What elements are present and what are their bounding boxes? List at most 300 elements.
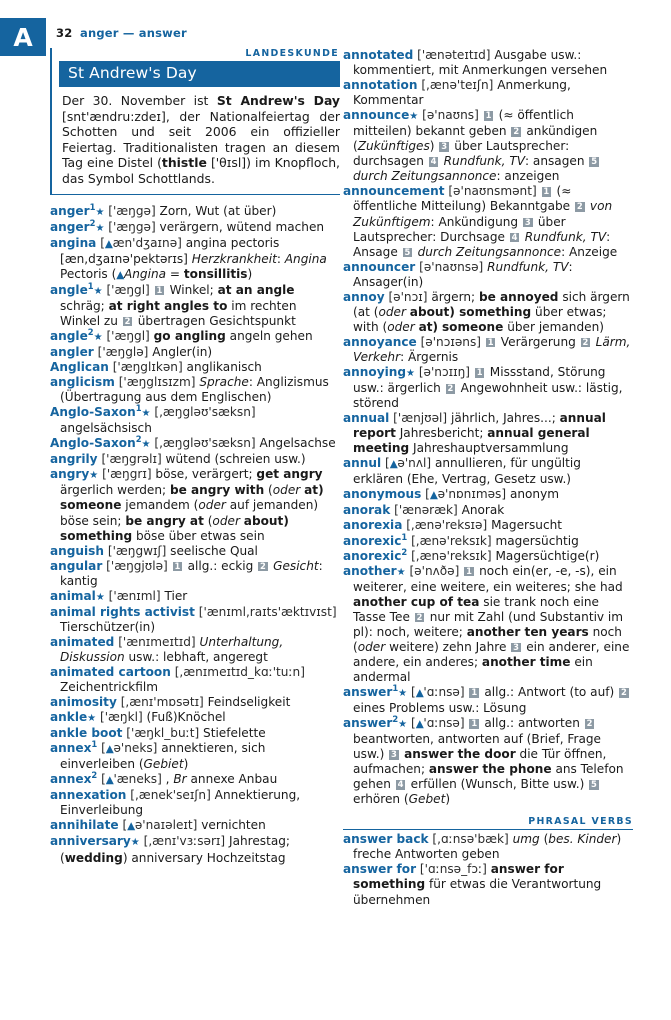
dictionary-entry[interactable] xyxy=(50,326,340,345)
example-phrase: another ten years xyxy=(466,624,589,639)
entry-body: (Fuß)Knöchel xyxy=(146,710,226,725)
pronunciation-warning-icon: ▲ xyxy=(127,820,135,833)
dictionary-entry[interactable] xyxy=(50,452,340,467)
entry-body: Jahrestag; (wedding) anniversary Hochzeitstag xyxy=(60,834,290,865)
example-phrase: at right angles to xyxy=(108,298,228,313)
headword[interactable]: answer back xyxy=(343,832,429,847)
infobox-title: St Andrew's Day xyxy=(59,61,340,87)
dictionary-entry[interactable] xyxy=(50,375,340,405)
headword[interactable]: animated cartoon xyxy=(50,664,171,679)
dictionary-entry[interactable] xyxy=(343,716,633,807)
pronunciation: ['æŋgwɪʃ] xyxy=(107,543,167,558)
entry-body: magersüchtig xyxy=(495,533,579,548)
pronunciation-warning-icon: ▲ xyxy=(415,718,424,731)
example-phrase: annual general meeting xyxy=(353,426,590,456)
pronunciation: ['æŋglə] xyxy=(97,344,149,359)
example-phrase: tonsillitis xyxy=(183,266,248,281)
usage-label: oder xyxy=(378,304,406,319)
example-phrase: be annoyed xyxy=(478,289,559,304)
usage-label: oder xyxy=(272,483,301,498)
pronunciation: ['æŋgrəlɪ] xyxy=(101,452,162,467)
headword[interactable]: anger$^1$ xyxy=(50,201,96,218)
infobox-keyword: St Andrew's Day xyxy=(216,93,340,108)
headword[interactable]: Anglo-Saxon$^1$ xyxy=(50,403,142,420)
sense-number: 3 xyxy=(441,141,448,152)
usage-label: umg xyxy=(512,832,540,847)
example-phrase: about) something xyxy=(409,304,532,319)
page-header xyxy=(0,0,671,52)
entry-body: answer for something für etwas die Verantwortung übernehmen xyxy=(353,862,602,907)
pronunciation: [,æŋgləʊ'sæksn] xyxy=(154,436,256,451)
pronunciation: [▲ə'naɪəleɪt] xyxy=(122,818,198,833)
example-phrase: another time xyxy=(481,654,571,669)
usage-label: Gebiet xyxy=(143,757,184,772)
headword[interactable]: another xyxy=(343,563,397,578)
pronunciation: ['ænɪmeɪtɪd] xyxy=(118,634,196,649)
headword[interactable]: anorexic$^1$ xyxy=(343,531,408,548)
example-phrase: go angling xyxy=(153,328,226,343)
sense-number: 2 xyxy=(620,686,627,697)
headword[interactable]: anger$^2$ xyxy=(50,217,96,234)
headword[interactable]: annoy xyxy=(343,289,385,304)
pronunciation-warning-icon: ▲ xyxy=(105,743,114,756)
letter-tab-a: A xyxy=(0,18,46,56)
entry-body: 1 Verärgerung 2 Lärm, Verkehr: Ärgernis xyxy=(353,334,631,364)
homograph-number: 1 xyxy=(91,739,98,750)
sense-number: 4 xyxy=(511,231,518,242)
dictionary-entry[interactable] xyxy=(50,559,340,589)
headword[interactable]: annul xyxy=(343,456,382,471)
example-phrase: answer the phone xyxy=(428,762,552,777)
entry-body: 1 Winkel; at an angle schräg; at right angles to im rechten Winkel zu 2 übertragen Gesichtspunkt xyxy=(60,282,297,328)
phrasal-verbs-heading: PHRASAL VERBS xyxy=(528,816,633,828)
entry-body: , Br annexe Anbau xyxy=(165,772,278,787)
dictionary-entry[interactable] xyxy=(343,411,633,456)
pronunciation: [,ænɪ'vɜːsərɪ] xyxy=(143,834,226,849)
frequency-star-icon: ★ xyxy=(95,206,105,218)
sense-number: 2 xyxy=(513,126,520,137)
dictionary-entry[interactable] xyxy=(343,108,633,184)
example-phrase: annual report xyxy=(353,411,606,441)
frequency-star-icon: ★ xyxy=(409,111,419,123)
usage-label: oder xyxy=(212,513,240,528)
pronunciation: ['æŋgə] xyxy=(108,203,156,218)
frequency-star-icon: ★ xyxy=(141,439,151,451)
frequency-star-icon: ★ xyxy=(405,367,415,379)
dictionary-entry[interactable] xyxy=(343,546,633,564)
headword[interactable]: angry xyxy=(50,467,90,482)
entry-body: 1 allg.: eckig 2 Gesicht: kantig xyxy=(60,558,323,588)
entry-body: jährlich, Jahres...; annual report Jahresbericht; annual general meeting Jahreshauptversammlung xyxy=(353,411,606,456)
sense-number: 1 xyxy=(487,336,494,347)
dictionary-entry[interactable] xyxy=(343,531,633,549)
entry-body: Angelsachse xyxy=(259,436,336,451)
entry-body: Stiefelette xyxy=(203,726,266,741)
pronunciation-warning-icon: ▲ xyxy=(104,237,113,250)
homograph-number: 2 xyxy=(135,434,142,445)
dictionary-entry[interactable] xyxy=(50,544,340,559)
sense-number: 1 xyxy=(476,366,483,377)
homograph-number: 2 xyxy=(392,714,399,725)
entry-body: böse, verärgert; get angry ärgerlich werden; be angry with (oder at) someone jemandem (oder auf jemanden) böse sein; be angry at (oder about) something böse über etwas sein xyxy=(60,467,324,543)
entry-body: wütend (schreien usw.) xyxy=(165,452,306,467)
pronunciation: [,ænə'reksɪk] xyxy=(411,548,492,563)
dictionary-entry[interactable] xyxy=(50,217,340,236)
dictionary-entry[interactable] xyxy=(50,360,340,375)
example-phrase: answer the door xyxy=(404,747,516,762)
example-phrase: someone xyxy=(60,498,122,513)
sense-number: 4 xyxy=(430,156,437,167)
pronunciation: [,ænɪ'mɒsətɪ] xyxy=(120,695,204,710)
headword[interactable]: anorexia xyxy=(343,518,403,533)
sense-number: 2 xyxy=(582,336,589,347)
usage-label: oder xyxy=(198,498,226,513)
dictionary-entry[interactable] xyxy=(343,518,633,533)
usage-label: Gebet xyxy=(408,792,446,807)
usage-label: Rundfunk, TV xyxy=(443,154,526,169)
homograph-number: 1 xyxy=(87,280,94,291)
headword[interactable]: announcement xyxy=(343,184,445,199)
pronunciation: [ə'naʊnsə] xyxy=(419,259,484,274)
dictionary-entry[interactable] xyxy=(50,834,340,865)
headword[interactable]: ankle xyxy=(50,710,88,725)
pronunciation: [▲'ɑːnsə] xyxy=(410,716,465,731)
sense-number: 3 xyxy=(391,749,397,760)
pronunciation: ['æŋkl_buːt] xyxy=(126,726,200,741)
entry-body: seelische Qual xyxy=(170,543,258,558)
pronunciation-warning-icon: ▲ xyxy=(389,458,398,471)
sense-number: 5 xyxy=(591,779,597,790)
entry-body: Tierschützer(in) xyxy=(60,619,156,634)
example-phrase: at) xyxy=(304,483,324,498)
entry-body: Rundfunk, TV: Ansager(in) xyxy=(353,259,573,289)
entry-body: umg (bes. Kinder) freche Antworten geben xyxy=(353,832,622,862)
example-phrase: get angry xyxy=(256,467,323,482)
dictionary-entry[interactable] xyxy=(50,710,340,726)
headword[interactable]: angina xyxy=(50,235,97,250)
example-phrase: be angry with xyxy=(169,483,265,498)
sense-number: 3 xyxy=(524,216,531,227)
dictionary-entry[interactable] xyxy=(50,665,340,695)
entry-body: Unterhaltung, Diskussion usw.: lebhaft, angeregt xyxy=(60,634,284,664)
dictionary-entry[interactable] xyxy=(343,335,633,365)
entry-body: Ausgabe usw.: kommentiert, mit Anmerkungen versehen xyxy=(353,48,608,78)
pronunciation-warning-icon: ▲ xyxy=(105,774,114,787)
infobox-body: Der 30. November ist St Andrew's Day [snt'ændru:zdeɪ], der Nationalfeiertag der Schotten und seit 2006 ein offizieller Feiertag. Traditionalisten tragen an diesem Tag eine Distel (thistle ['θɪsl]) im Knopfloch, das Symbol Schottlands. xyxy=(62,93,340,186)
sense-number: 2 xyxy=(576,201,583,212)
entry-body: Zorn, Wut (at über) xyxy=(159,203,277,218)
pronunciation: [,ænek'seɪʃn] xyxy=(130,788,211,803)
usage-label: von Zukünftigem xyxy=(353,199,613,229)
entry-body: Zeichentrickfilm xyxy=(60,680,158,695)
entry-body: Magersüchtige(r) xyxy=(495,548,600,563)
frequency-star-icon: ★ xyxy=(93,331,103,343)
pronunciation: [▲æn'dʒaɪnə] xyxy=(100,235,182,250)
infobox-keyword: thistle xyxy=(161,155,207,171)
headword[interactable]: animated xyxy=(50,634,115,649)
entry-body: 1 allg.: antworten 2 beantworten, antworten auf (Brief, Frage usw.) 3 answer the door die Tür öffnen, aufmachen; answer the phone ans Telefon gehen 4 erfüllen (Wunsch, Bitte usw.) 5 erhören (Gebet) xyxy=(353,716,624,807)
dictionary-entry[interactable] xyxy=(343,862,633,907)
pronunciation: ['æŋgl] xyxy=(106,328,150,343)
pronunciation-warning-icon: ▲ xyxy=(116,268,124,281)
usage-label: oder xyxy=(357,639,386,654)
left-column xyxy=(50,48,340,866)
dictionary-entry[interactable] xyxy=(50,345,340,360)
sense-number: 5 xyxy=(404,246,411,257)
entry-list-right xyxy=(343,48,633,807)
usage-label: Gesicht xyxy=(273,558,319,573)
sense-number: 4 xyxy=(397,779,404,790)
entry-body: annektieren, sich einverleiben (Gebiet) xyxy=(60,741,266,772)
entry-body: 1 noch ein(er, -e, -s), ein weiterer, eine weitere, ein weiteres; she had another cup of tea sie trank noch eine Tasse Tee 2 nur mit Zahl (und Substantiv im pl): noch, weitere; another ten years noch (oder weitere) zehn Jahre 3 ein anderer, eine andere, ein anderes; another time ein andermal xyxy=(353,563,630,684)
dictionary-entry[interactable] xyxy=(343,78,633,108)
pronunciation: ['æŋglɪkən] xyxy=(112,360,183,375)
example-phrase: wedding xyxy=(64,850,123,865)
headword[interactable]: anorexic$^2$ xyxy=(343,546,408,563)
dictionary-entry[interactable] xyxy=(50,772,340,788)
headword[interactable]: Anglican xyxy=(50,360,109,375)
pronunciation: [ə'nɔɪ] xyxy=(388,289,428,304)
entry-body: Magersucht xyxy=(491,518,563,533)
entry-body: Angler(in) xyxy=(152,344,213,359)
dictionary-entry[interactable] xyxy=(50,695,340,710)
entry-body: go angling angeln gehen xyxy=(153,328,313,343)
sense-number: 1 xyxy=(466,565,472,576)
frequency-star-icon: ★ xyxy=(398,719,408,731)
sense-number: 2 xyxy=(586,718,593,729)
pronunciation: ['æŋgrɪ] xyxy=(102,467,152,482)
headword[interactable]: animal rights activist xyxy=(50,604,195,619)
pronunciation: ['ɑːnsə_fɔː] xyxy=(419,862,487,877)
dictionary-entry[interactable] xyxy=(50,467,340,543)
dictionary-entry[interactable] xyxy=(343,682,633,716)
pronunciation: [▲'ɑːnsə] xyxy=(410,684,465,699)
infobox-bottom-rule xyxy=(50,194,341,195)
headword[interactable]: angular xyxy=(50,558,103,573)
entry-body: verärgern, wütend machen xyxy=(159,219,325,234)
pronunciation: ['ænɪml] xyxy=(108,588,161,603)
headword[interactable]: answer$^1$ xyxy=(343,682,399,699)
dictionary-entry[interactable] xyxy=(50,280,340,329)
entry-body: 1 (≈ öffentlich mitteilen) bekannt geben 2 ankündigen (Zukünftiges) 3 über Lautsprecher: durchsagen 4 Rundfunk, TV: ansagen 5 durch Zeitungsannonce: anzeigen xyxy=(353,108,598,184)
headword[interactable]: angle$^1$ xyxy=(50,280,94,297)
usage-label: Br xyxy=(173,772,187,787)
headword[interactable]: anguish xyxy=(50,543,104,558)
headword[interactable]: annual xyxy=(343,411,390,426)
dictionary-entry[interactable] xyxy=(343,487,633,503)
frequency-star-icon: ★ xyxy=(95,222,105,234)
sense-number: 1 xyxy=(156,284,163,295)
entry-body: ärgern; be annoyed sich ärgern (at (oder about) something über etwas; with (oder at) someone über jemanden) xyxy=(353,289,630,334)
entry-body: Anorak xyxy=(461,503,505,518)
culture-infobox xyxy=(50,48,340,195)
usage-label: durch Zeitungsannonce xyxy=(353,169,497,184)
headword[interactable]: annexation xyxy=(50,788,127,803)
pronunciation: ['ænjʊəl] xyxy=(393,411,448,426)
headword[interactable]: angle$^2$ xyxy=(50,326,94,343)
example-phrase: another cup of tea xyxy=(353,594,480,609)
phrasal-verb-list xyxy=(343,832,633,907)
infobox-category-label: LANDESKUNDE xyxy=(245,48,339,59)
headword[interactable]: announcer xyxy=(343,259,416,274)
pronunciation-warning-icon: ▲ xyxy=(415,686,424,699)
usage-label: durch Zeitungsannonce xyxy=(417,244,562,259)
headword[interactable]: annotated xyxy=(343,48,414,62)
headword[interactable]: angler xyxy=(50,344,94,359)
headword[interactable]: anorak xyxy=(343,503,391,518)
pronunciation: ['ænəræk] xyxy=(394,503,458,518)
pronunciation: [ə'naʊnsmənt] xyxy=(448,184,537,199)
headword[interactable]: annex$^1$ xyxy=(50,739,98,756)
page-number: 32 xyxy=(56,26,73,40)
headword[interactable]: annotation xyxy=(343,78,418,93)
headword[interactable]: annihilate xyxy=(50,818,119,833)
pronunciation: ['ænəteɪtɪd] xyxy=(417,48,491,62)
sense-number: 2 xyxy=(124,315,131,326)
frequency-star-icon: ★ xyxy=(398,687,408,699)
dictionary-entry[interactable] xyxy=(50,436,340,452)
right-column xyxy=(343,48,633,908)
dictionary-entry[interactable] xyxy=(343,184,633,259)
entry-body: annullieren, für ungültig erklären (Ehe, Vertrag, Gesetz usw.) xyxy=(353,456,581,487)
sense-number: 1 xyxy=(485,110,492,121)
sense-number: 2 xyxy=(260,560,266,571)
entry-body: anglikanisch xyxy=(186,360,262,375)
usage-label: Lärm, Verkehr xyxy=(353,334,631,364)
running-head: anger — answer xyxy=(80,26,187,40)
frequency-star-icon: ★ xyxy=(130,837,140,849)
pronunciation: [,ænə'reksɪk] xyxy=(411,533,492,548)
entry-body: vernichten xyxy=(201,818,266,833)
headword[interactable]: annoying xyxy=(343,364,406,379)
headword[interactable]: anonymous xyxy=(343,487,422,502)
example-phrase: at an angle xyxy=(217,282,295,297)
dictionary-entry[interactable] xyxy=(50,405,340,436)
example-phrase: about) something xyxy=(60,513,289,543)
pronunciation: [▲'æneks] xyxy=(101,772,162,787)
pronunciation: [ə'nɔɪəns] xyxy=(420,334,481,349)
example-phrase: at) xyxy=(418,319,439,334)
entry-body: 1 Missstand, Störung usw.: ärgerlich 2 Angewohnheit usw.: lästig, störend xyxy=(353,364,623,411)
headword[interactable]: answer for xyxy=(343,862,417,877)
example-phrase: someone xyxy=(441,319,504,334)
usage-label: bes. Kinder xyxy=(548,832,617,847)
dictionary-entry[interactable] xyxy=(50,741,340,772)
sense-number: 1 xyxy=(543,186,550,197)
entry-body: Annektierung, Einverleibung xyxy=(60,788,301,818)
pronunciation: ['æŋgl] xyxy=(106,282,150,297)
sense-number: 1 xyxy=(471,686,478,697)
pronunciation: ['æŋglɪsɪzm] xyxy=(118,375,196,390)
dictionary-entry[interactable] xyxy=(343,365,633,411)
usage-label: Unterhaltung, Diskussion xyxy=(60,634,284,664)
dictionary-entry[interactable] xyxy=(343,48,633,78)
pronunciation: [ə'nɔɪɪŋ] xyxy=(418,364,470,379)
homograph-number: 1 xyxy=(135,403,142,414)
homograph-number: 2 xyxy=(89,217,96,228)
frequency-star-icon: ★ xyxy=(141,408,151,420)
dictionary-entry[interactable] xyxy=(50,635,340,665)
headword[interactable]: announce xyxy=(343,108,410,123)
pronunciation: [▲ə'nʌl] xyxy=(385,456,432,471)
entry-body: 1 allg.: Antwort (to auf) 2 eines Problems usw.: Lösung xyxy=(353,684,627,716)
frequency-star-icon: ★ xyxy=(87,713,97,725)
pronunciation: [,ænə'reksɪə] xyxy=(406,518,488,533)
sense-number: 2 xyxy=(416,611,423,622)
entry-body: Feindseligkeit xyxy=(207,695,291,710)
usage-label: Zukünftiges xyxy=(357,139,430,154)
sense-number: 2 xyxy=(447,383,454,394)
dictionary-entry[interactable] xyxy=(343,260,633,290)
dictionary-entry[interactable] xyxy=(343,564,633,685)
usage-label: Angina xyxy=(284,251,327,266)
dictionary-entry[interactable] xyxy=(50,236,340,283)
pronunciation: [,ɑːnsə'bæk] xyxy=(432,832,509,847)
headword[interactable]: ankle boot xyxy=(50,726,123,741)
homograph-number: 2 xyxy=(401,546,408,557)
example-phrase: answer for something xyxy=(353,862,564,892)
homograph-number: 2 xyxy=(87,326,94,337)
entry-body: Sprache: Anglizismus (Übertragung aus dem Englischen) xyxy=(60,375,329,405)
dictionary-entry[interactable] xyxy=(50,818,340,834)
pronunciation: ['æŋgə] xyxy=(108,219,156,234)
dictionary-entry[interactable] xyxy=(50,605,340,635)
headword[interactable]: annoyance xyxy=(343,334,417,349)
frequency-star-icon: ★ xyxy=(396,566,406,578)
entry-body: angina pectoris [æn,dʒaɪnə'pektərɪs] Herzkrankheit: Angina Pectoris (▲Angina = tonsillitis) xyxy=(60,235,327,281)
usage-label: Sprache xyxy=(199,375,249,390)
headword[interactable]: Anglo-Saxon$^2$ xyxy=(50,434,142,451)
homograph-number: 2 xyxy=(91,770,98,781)
dictionary-entry[interactable] xyxy=(50,589,340,605)
usage-label: Rundfunk, TV xyxy=(524,229,607,244)
example-phrase: something xyxy=(353,877,426,892)
pronunciation: [,æŋgləʊ'sæksn] xyxy=(154,405,256,420)
headword[interactable]: anniversary xyxy=(50,834,131,849)
headword[interactable]: annex$^2$ xyxy=(50,770,98,787)
example-phrase: something xyxy=(60,528,133,543)
dictionary-entry[interactable] xyxy=(50,788,340,818)
headword[interactable]: animosity xyxy=(50,695,117,710)
sense-number: 5 xyxy=(591,156,598,167)
frequency-star-icon: ★ xyxy=(95,591,105,603)
entry-body: Anmerkung, Kommentar xyxy=(353,78,571,108)
homograph-number: 1 xyxy=(392,682,399,693)
pronunciation-warning-icon: ▲ xyxy=(429,489,438,502)
example-phrase: be angry at xyxy=(125,513,204,528)
headword[interactable]: angrily xyxy=(50,452,98,467)
headword[interactable]: answer$^2$ xyxy=(343,714,399,731)
entry-list-left xyxy=(50,201,340,866)
headword[interactable]: anglicism xyxy=(50,375,115,390)
pronunciation: [ə'nʌðə] xyxy=(409,563,460,578)
dictionary-entry[interactable] xyxy=(343,832,633,862)
usage-label: Herzkrankheit xyxy=(191,251,277,266)
sense-number: 1 xyxy=(471,718,478,729)
sense-number: 1 xyxy=(174,560,181,571)
frequency-star-icon: ★ xyxy=(89,470,99,482)
dictionary-entry[interactable] xyxy=(343,290,633,335)
dictionary-entry[interactable] xyxy=(343,503,633,518)
entry-body: 1 (≈ öffentliche Mitteilung) Bekanntgabe 2 von Zukünftigem: Ankündigung 3 über Lautsprecher: Durchsage 4 Rundfunk, TV: Ansage 5 durch Zeitungsannonce: Anzeige xyxy=(353,184,618,259)
headword[interactable]: animal xyxy=(50,588,96,603)
pronunciation: ['æŋgjʊlə] xyxy=(106,558,168,573)
pronunciation: [▲ə'neks] xyxy=(101,741,158,756)
dictionary-entry[interactable] xyxy=(343,456,633,487)
usage-label: Rundfunk, TV xyxy=(487,259,569,274)
pronunciation: ['æŋkl] xyxy=(100,710,143,725)
example-phrase: about xyxy=(243,513,284,528)
